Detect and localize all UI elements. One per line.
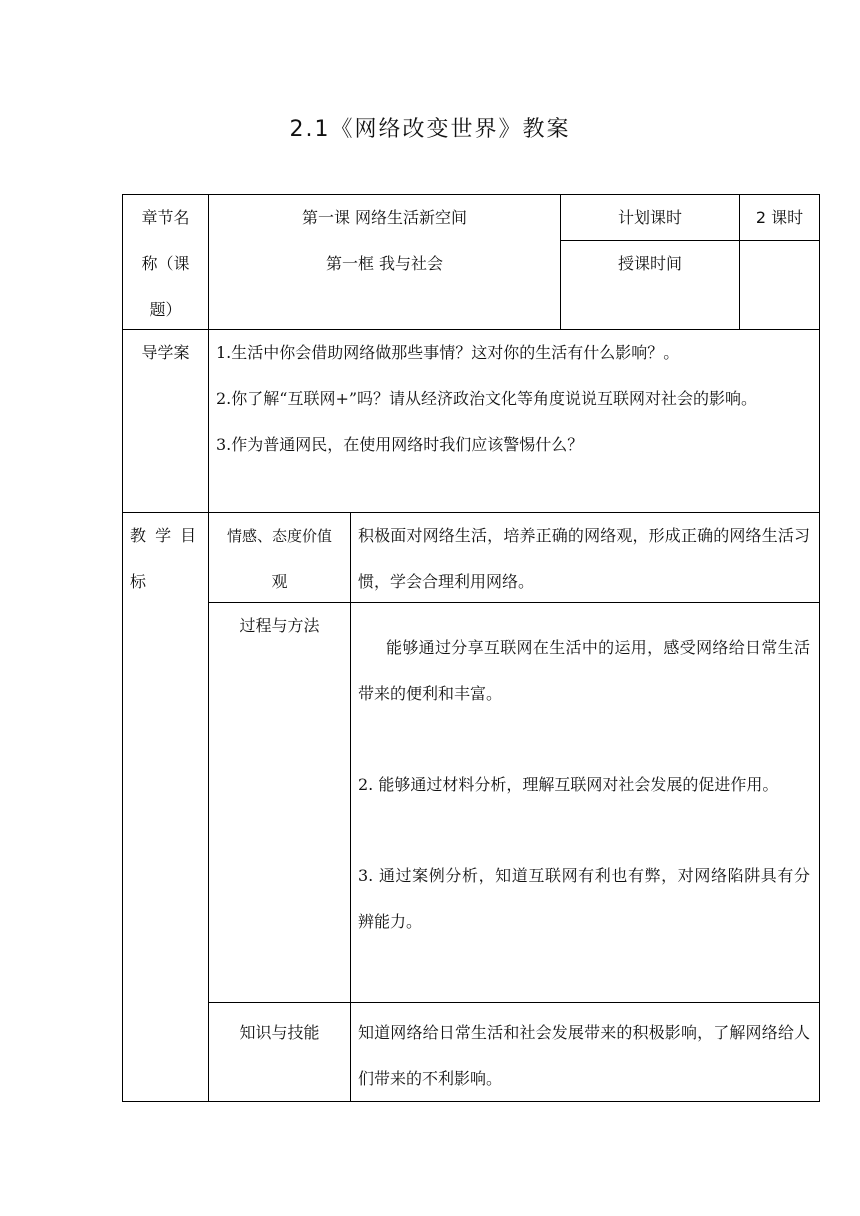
document-title: 2.1《网络改变世界》教案 xyxy=(289,117,571,142)
process-list xyxy=(358,625,810,945)
chapter-label-line: 章节名 xyxy=(141,208,190,227)
guide-label: 导学案 xyxy=(141,343,190,362)
process-item: 能够通过分享互联网在生活中的运用，感受网络给日常生活带来的便利和丰富。 xyxy=(358,638,810,703)
emotion-label xyxy=(209,513,350,605)
process-item: 3. 通过案例分析，知道互联网有利也有弊，对网络陷阱具有分辨能力。 xyxy=(358,866,810,931)
knowledge-text: 知道网络给日常生活和社会发展带来的积极影响，了解网络给人们带来的不利影响。 xyxy=(358,1023,810,1088)
emotion-label-line: 情感、态度价值 xyxy=(226,527,332,545)
guide-item: 2.你了解“互联网+”吗？请从经济政治文化等角度说说互联网对社会的影响。 xyxy=(216,389,758,408)
knowledge-label: 知识与技能 xyxy=(239,1023,320,1042)
guide-item: 1.生活中你会借助网络做那些事情？这对你的生活有什么影响？。 xyxy=(216,343,680,362)
process-label: 过程与方法 xyxy=(239,616,320,635)
process-item: 2. 能够通过材料分析，理解互联网对社会发展的促进作用。 xyxy=(358,775,779,794)
chapter-label-line: 题） xyxy=(149,300,182,319)
guide-list xyxy=(216,330,810,468)
planned-hours-value: 2 课时 xyxy=(755,208,804,227)
section-title: 第一框 我与社会 xyxy=(325,254,444,273)
emotion-text: 积极面对网络生活，培养正确的网络观，形成正确的网络生活习惯，学会合理利用网络。 xyxy=(358,526,810,591)
grid-line xyxy=(208,1002,820,1003)
guide-item: 3.作为普通网民，在使用网络时我们应该警惕什么？ xyxy=(216,435,584,454)
chapter-label-line: 称（课 xyxy=(141,254,190,273)
planned-hours-label: 计划课时 xyxy=(617,208,682,227)
emotion-label-line: 观 xyxy=(271,572,288,591)
goals-label-line: 教 学 目 xyxy=(130,526,199,545)
goals-label xyxy=(130,513,202,605)
goals-label-line: 标 xyxy=(130,572,147,591)
teaching-time-label: 授课时间 xyxy=(617,254,682,273)
chapter-label xyxy=(123,195,208,333)
lesson-title: 第一课 网络生活新空间 xyxy=(301,208,468,227)
grid-line xyxy=(819,194,820,1102)
grid-line xyxy=(350,512,351,1102)
